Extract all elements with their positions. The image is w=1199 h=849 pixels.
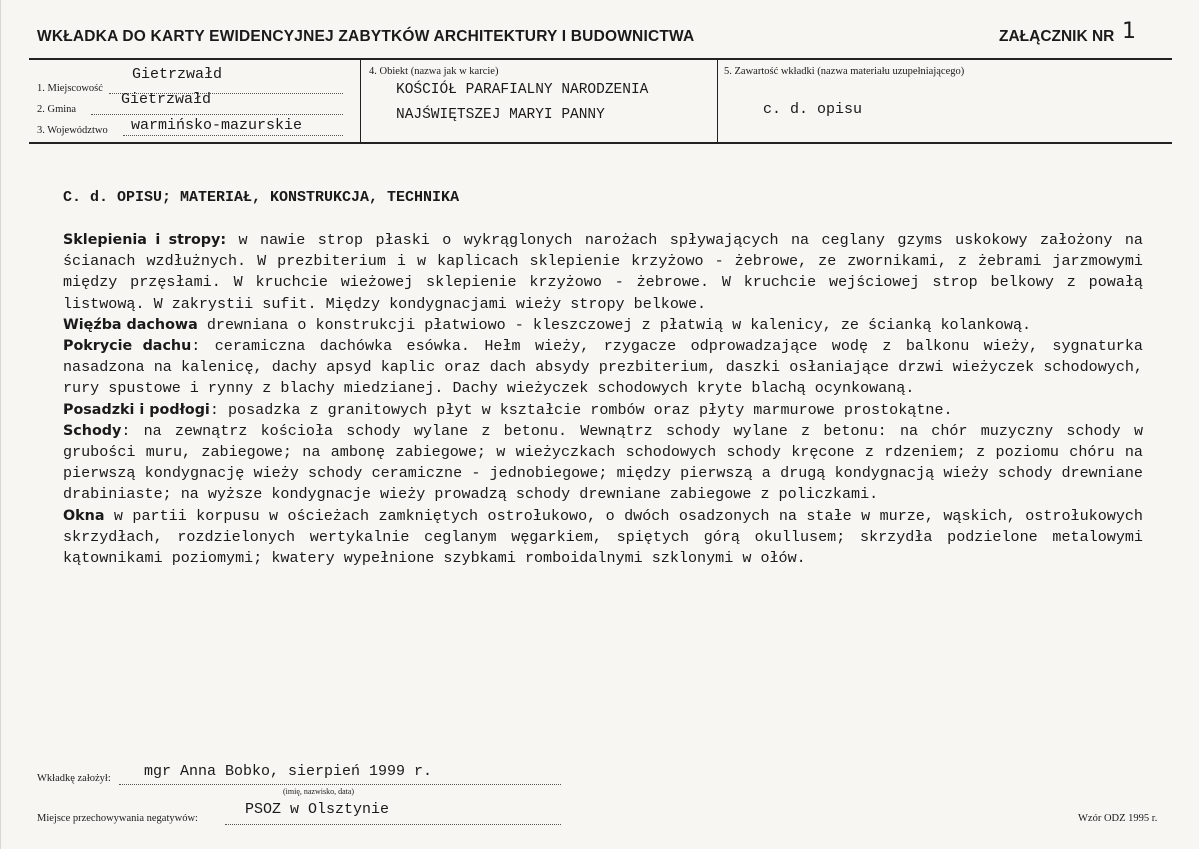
text-okna: w partii korpusu w ościeżach zamkniętych ostrołukowo, o dwóch osadzonych na stałe w murze, wąskich, ostrołukowych skrzydłach, rozdzielonych wertykalnie ceglanym węgarkiem, spiętych górą okullusem; skrzydła podzielone metalowymi kątownikami poziomymi; kwatery wypełnione szybkami romboidalnymi szklonymi w ołów.	[63, 506, 1143, 568]
description-body	[63, 230, 1143, 569]
header-divider-2	[717, 58, 718, 143]
storage-label: Miejsce przechowywania negatywów:	[37, 813, 198, 824]
storage-value: PSOZ w Olsztynie	[245, 801, 390, 818]
term-pokrycie: Pokrycie dachu	[63, 338, 192, 355]
text-schody: : na zewnątrz kościoła schody wylane z betonu. Wewnątrz schody wylane z betonu: na chór muzyczny schody w grubości muru, zabiegowe; na ambonę zabiegowe; w wieżyczkach schodowych schody kręcone z rdzeniem; z poziomu chóru na pierwszą kondygnację wieży schody ceramiczne - jednobiegowe; między pierwszą a drugą kondygnacją wieży schody drewniane drabiniaste; na wyższe kondygnacje wieży prowadzą schody drewniane zabiegowe z policzkami.	[63, 421, 1143, 504]
header-bottom-rule	[29, 142, 1172, 144]
author-dotted-line	[119, 784, 561, 785]
wojewodztwo-label: 3. Województwo	[37, 125, 108, 136]
gmina-dotted-line	[91, 114, 343, 115]
term-wiezba: Więźba dachowa	[63, 316, 198, 333]
author-hint: (imię, nazwisko, data)	[283, 787, 355, 796]
term-sklepienia: Sklepienia i stropy:	[63, 232, 227, 248]
text-pokrycie: : ceramiczna dachówka esówka. Hełm wieży, rzygacze odprowadzające wodę z balkonu wieży, sygnaturka nasadzona na kalenicę, dachy apsyd kaplic oraz dach absydy prezbiterium, daszki osłaniające drzwi wieżyczek schodowych, rury spustowe i rynny z blachy miedzianej. Dachy wieżyczek schodowych kryte blachą ocynkowaną.	[63, 337, 1143, 398]
author-value: mgr Anna Bobko, sierpień 1999 r.	[144, 763, 433, 780]
paragraph-schody	[63, 421, 1143, 506]
zawartosc-label: 5. Zawartość wkładki (nazwa materiału uzupełniającego)	[724, 66, 965, 77]
paragraph-sklepienia	[63, 230, 1143, 315]
miejscowosc-value: Gietrzwałd	[132, 66, 223, 83]
text-posadzki: : posadzka z granitowych płyt w kształcie rombów oraz płyty marmurowe prostokątne.	[209, 400, 953, 419]
term-posadzki: Posadzki i podłogi	[63, 401, 210, 418]
attachment-label: ZAŁĄCZNIK NR	[999, 28, 1115, 45]
zawartosc-value: c. d. opisu	[763, 101, 863, 118]
header-divider-1	[360, 58, 361, 143]
paragraph-wiezba	[63, 315, 1143, 336]
paragraph-okna	[63, 506, 1143, 570]
miejscowosc-label: 1. Miejscowość	[37, 83, 103, 94]
term-schody: Schody	[63, 422, 122, 439]
paragraph-pokrycie	[63, 336, 1143, 400]
attachment-number: 1	[1122, 19, 1136, 44]
author-label: Wkładkę założył:	[37, 773, 111, 784]
text-wiezba: drewniana o konstrukcji płatwiowo - kleszczowej z płatwią w kalenicy, ze ścianką kolankową.	[197, 315, 1032, 334]
obiekt-value-line-2: NAJŚWIĘTSZEJ MARYI PANNY	[396, 107, 605, 123]
wojewodztwo-value: warmińsko-mazurskie	[131, 117, 303, 134]
text-sklepienia: w nawie strop płaski o wykrąglonych narożach spływających na ceglany gzyms uskokowy założony na ścianach wzdłużnych. W prezbiterium i w kaplicach sklepienie krzyżowo - żebrowe, ze zwornikami, z żebrami jarzmowymi między przęsłami. W kruchcie wieżowej sklepienie krzyżowo - żebrowe. W kruchcie wejściowej strop belkowy z powałą listwową. W zakrystii sufit. Między kondygnacjami wieży stropy belkowe.	[63, 231, 1143, 313]
paragraph-posadzki	[63, 400, 1143, 421]
obiekt-label: 4. Obiekt (nazwa jak w karcie)	[369, 66, 499, 77]
storage-dotted-line	[225, 824, 561, 825]
wojewodztwo-dotted-line	[123, 135, 343, 136]
document-title: WKŁADKA DO KARTY EWIDENCYJNEJ ZABYTKÓW ARCHITEKTURY I BUDOWNICTWA	[37, 28, 695, 45]
gmina-value: Gietrzwałd	[121, 91, 212, 108]
gmina-label: 2. Gmina	[37, 104, 77, 115]
form-version: Wzór ODZ 1995 r.	[1078, 813, 1158, 824]
term-okna: Okna	[63, 507, 105, 524]
section-title: C. d. OPISU; MATERIAŁ, KONSTRUKCJA, TECHNIKA	[63, 189, 460, 206]
header-top-rule	[29, 58, 1172, 60]
obiekt-value-line-1: KOŚCIÓŁ PARAFIALNY NARODZENIA	[396, 82, 649, 98]
